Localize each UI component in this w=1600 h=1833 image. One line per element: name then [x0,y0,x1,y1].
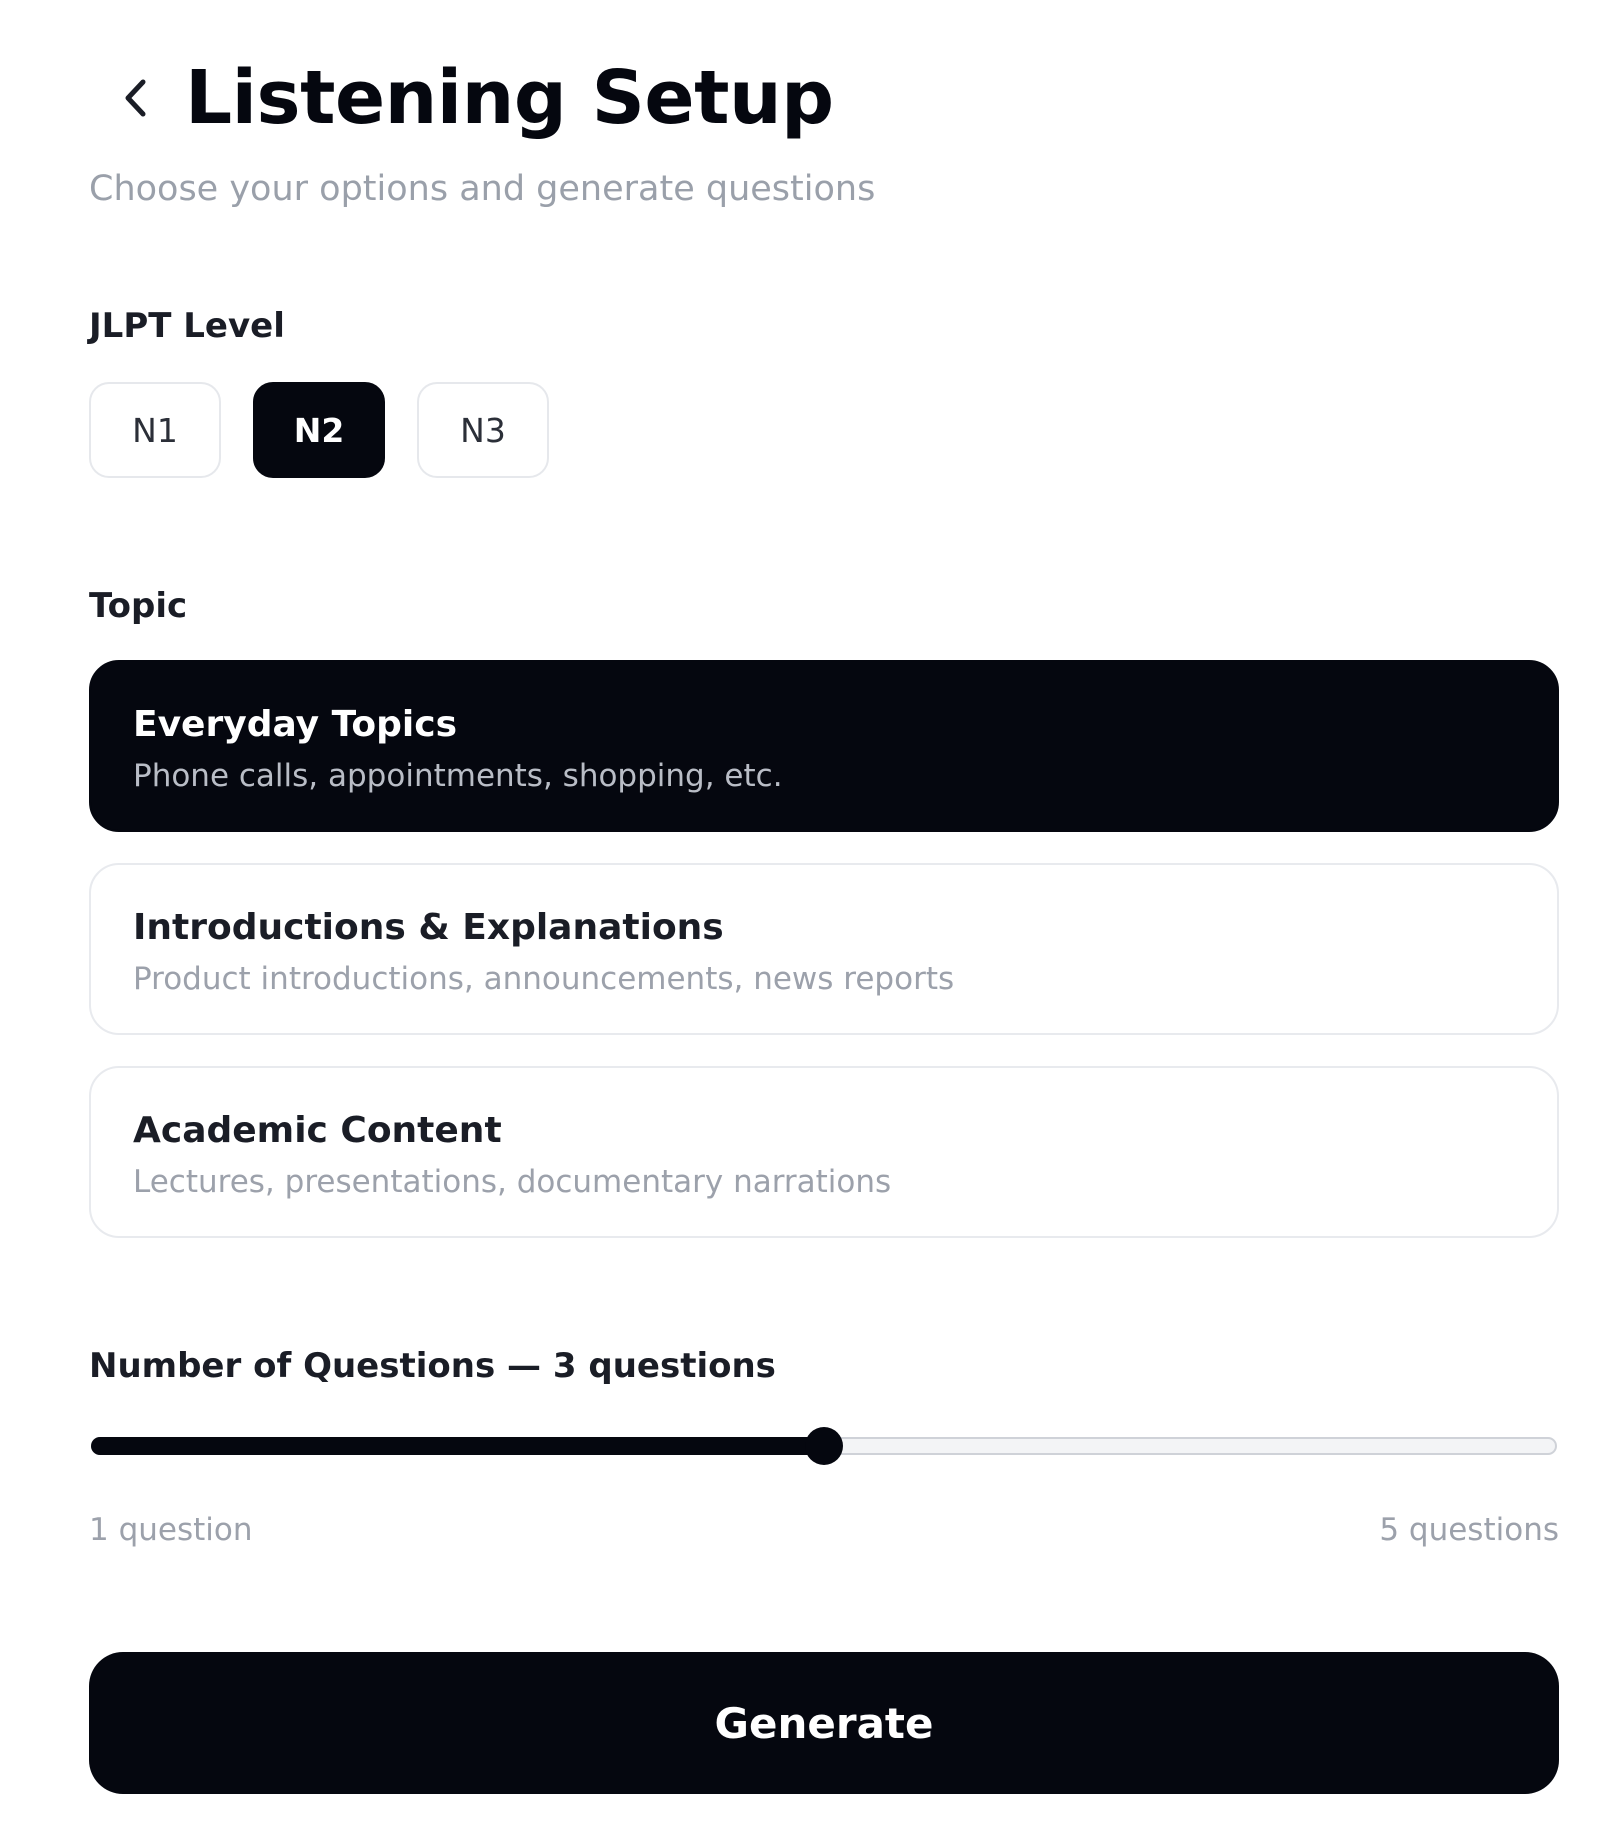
topic-description: Lectures, presentations, documentary narrations [133,1163,892,1200]
slider-min-label: 1 question [89,1512,253,1548]
topic-title: Introductions & Explanations [133,907,724,948]
jlpt-level-label: JLPT Level [89,306,285,346]
slider-fill [91,1437,824,1455]
jlpt-level-selector [89,382,549,478]
topic-option-everyday[interactable] [89,660,1559,832]
slider-thumb[interactable] [805,1427,843,1465]
back-button[interactable] [99,61,173,135]
topic-option-academic[interactable] [89,1066,1559,1238]
page-header [89,48,1549,209]
chevron-left-icon [119,76,153,120]
topic-description: Product introductions, announcements, news reports [133,960,955,997]
level-option-n2[interactable]: N2 [253,382,385,478]
topic-description: Phone calls, appointments, shopping, etc. [133,757,783,794]
topic-title: Academic Content [133,1110,502,1151]
question-count-label: Number of Questions — 3 questions [89,1346,776,1386]
topic-option-introductions[interactable] [89,863,1559,1035]
level-option-n1[interactable]: N1 [89,382,221,478]
level-option-n3[interactable]: N3 [417,382,549,478]
topic-title: Everyday Topics [133,704,458,745]
title-row [89,48,1549,148]
question-count-slider[interactable] [89,1426,1559,1466]
page-title: Listening Setup [185,55,834,141]
page-subtitle: Choose your options and generate questions [89,169,876,209]
topic-label: Topic [89,586,188,626]
generate-button[interactable]: Generate [89,1652,1559,1794]
slider-max-label: 5 questions [1379,1512,1559,1548]
